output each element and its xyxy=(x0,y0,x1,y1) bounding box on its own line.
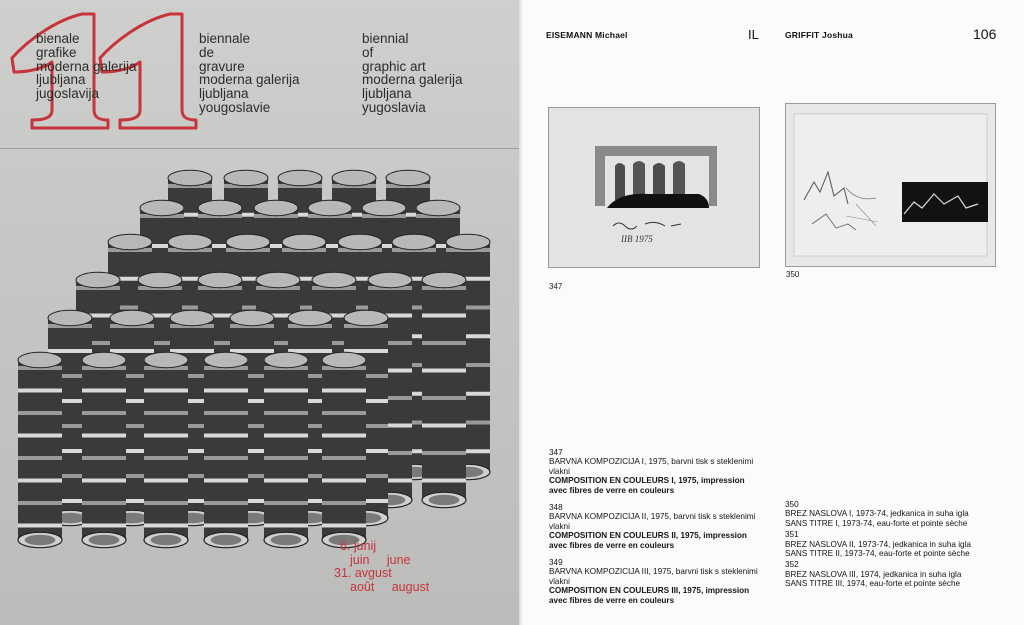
caption-slovene: BREZ NASLOVA I, 1973-74, jedkanica in suha igla xyxy=(785,509,969,519)
cover-line: biennial xyxy=(362,31,409,46)
country-code: IL xyxy=(748,27,759,42)
cover-line: yugoslavia xyxy=(362,99,426,115)
caption-slovene: BARVNA KOMPOZICIJA I, 1975, barvni tisk s steklenimi vlakni xyxy=(549,457,754,476)
artwork-image-etching xyxy=(786,104,995,266)
cover-divider xyxy=(0,148,519,149)
caption-french: SANS TITRE II, 1973-74, eau-forte et pointe sèche xyxy=(785,549,970,559)
caption-slovene: BREZ NASLOVA II, 1973-74, jedkanica in suha igla xyxy=(785,539,971,549)
artwork-plate-350 xyxy=(785,103,996,267)
cover-line: ljubljana xyxy=(362,86,412,102)
date-start-english: june xyxy=(386,552,411,567)
caption-number: 348 xyxy=(549,503,563,513)
caption-list-right xyxy=(785,500,1000,589)
figure-number-350: 350 xyxy=(786,270,800,279)
caption-slovene: BREZ NASLOVA III, 1974, jedkanica in suha igla xyxy=(785,569,962,579)
cover-line: gravure xyxy=(199,58,245,74)
tube-shape xyxy=(264,352,308,547)
date-end-french: août xyxy=(350,579,375,594)
cover-text-slovene xyxy=(36,32,137,101)
date-end-english: august xyxy=(391,579,430,594)
caption-french: COMPOSITION EN COULEURS I, 1975, impression avec fibres de verre en couleurs xyxy=(549,476,745,495)
catalogue-page xyxy=(523,0,1024,625)
cover-text-english xyxy=(362,32,463,115)
cover-number: 11 xyxy=(4,6,6,7)
caption-number: 351 xyxy=(785,530,799,540)
cover-line: grafike xyxy=(36,44,77,60)
artist-name-right: GRIFFIT Joshua xyxy=(785,30,853,40)
date-end-slovene: 31. avgust xyxy=(334,566,392,580)
caption-number: 352 xyxy=(785,560,799,570)
cover-line: bienale xyxy=(36,31,80,46)
caption-slovene: BARVNA KOMPOZICIJA III, 1975, barvni tisk s steklenimi vlakni xyxy=(549,567,758,586)
caption-french: COMPOSITION EN COULEURS III, 1975, impression avec fibres de verre en couleurs xyxy=(549,586,750,605)
caption-french: SANS TITRE I, 1973-74, eau-forte et pointe sèche xyxy=(785,518,968,528)
caption-slovene: BARVNA KOMPOZICIJA II, 1975, barvni tisk s steklenimi vlakni xyxy=(549,512,756,531)
tube-shape xyxy=(144,352,188,547)
artwork-plate-347 xyxy=(548,107,760,268)
tube-shape xyxy=(82,352,126,547)
figure-number-347: 347 xyxy=(549,282,563,291)
cover-line: de xyxy=(199,44,215,60)
cover-line: biennale xyxy=(199,31,251,46)
tube-shape xyxy=(204,352,248,547)
date-start-slovene: 6. junij xyxy=(340,539,377,553)
cover-line: yougoslavie xyxy=(199,99,271,115)
artist-name-left: EISEMANN Michael xyxy=(546,30,628,40)
artwork-image-composition xyxy=(549,108,759,267)
tube-shape xyxy=(422,272,466,507)
cover-text-french xyxy=(199,32,300,115)
date-start-french: juin xyxy=(350,552,370,567)
cover-line: ljubljana xyxy=(36,72,86,88)
tube-shape xyxy=(18,352,62,547)
cover-line: moderna galerija xyxy=(199,72,300,88)
caption-number: 350 xyxy=(785,500,799,509)
cover-line: ljubljana xyxy=(199,86,249,102)
cover-line: of xyxy=(362,44,374,60)
artwork-signature: IIB 1975 xyxy=(621,234,653,244)
caption-number: 347 xyxy=(549,448,563,457)
cover-line: jugoslavija xyxy=(36,86,100,102)
caption-number: 349 xyxy=(549,558,563,568)
caption-list-left xyxy=(549,446,764,605)
cover-line: moderna galerija xyxy=(362,72,463,88)
cover-line: moderna galerija xyxy=(36,58,137,74)
page-number: 106 xyxy=(973,26,997,42)
cover-line: graphic art xyxy=(362,58,426,74)
caption-french: SANS TITRE III, 1974, eau-forte et pointe sèche xyxy=(785,579,961,589)
exhibition-dates xyxy=(334,539,430,594)
caption-french: COMPOSITION EN COULEURS II, 1975, impression avec fibres de verre en couleurs xyxy=(549,531,747,550)
stacked-tubes-illustration xyxy=(0,150,519,570)
tube-shape xyxy=(322,352,366,547)
